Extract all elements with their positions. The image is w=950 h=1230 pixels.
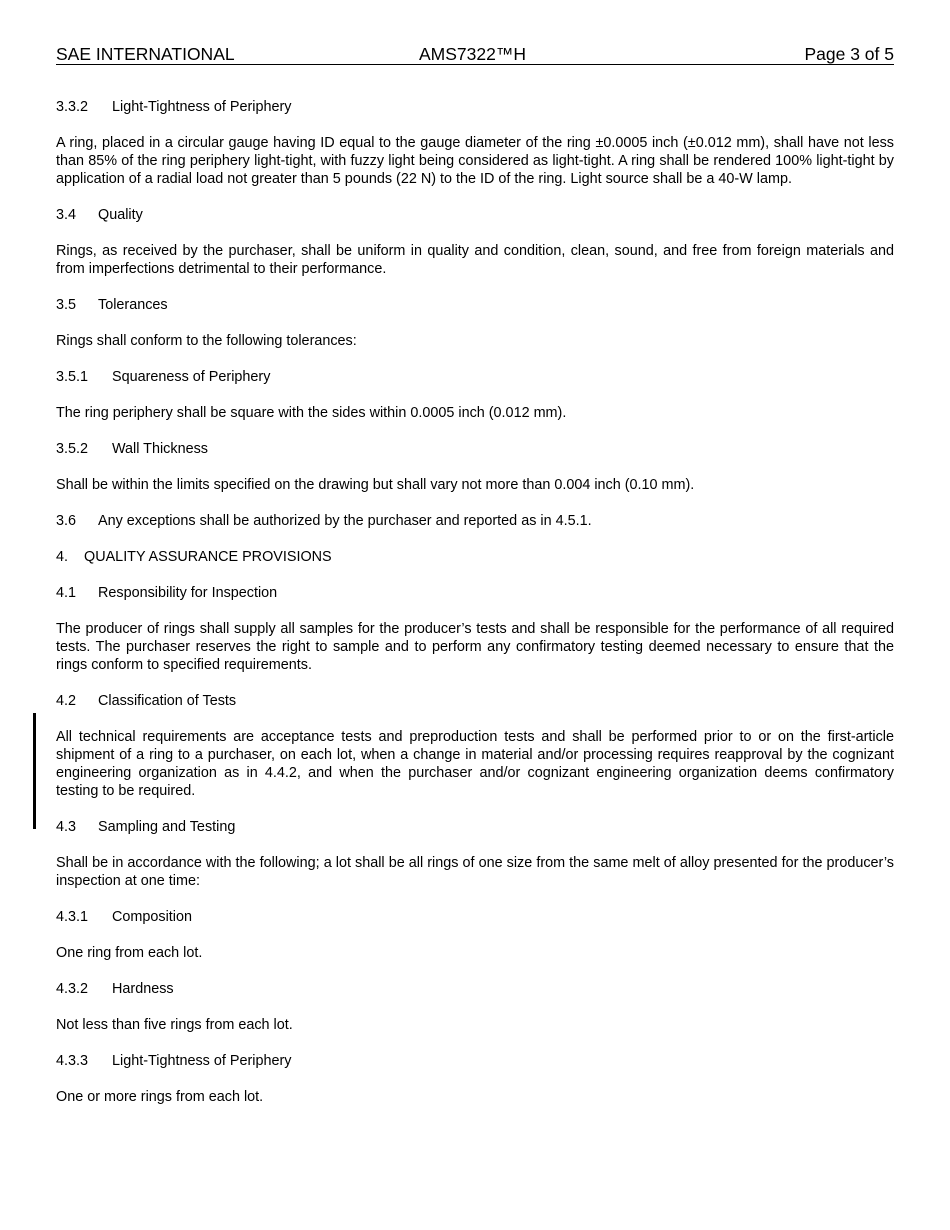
section-number: 3.3.2 xyxy=(56,99,89,115)
paragraph-4-1: The producer of rings shall supply all samples for the producer’s tests and shall be responsible for the performance of all required tests. The purchaser reserves the right to sample and to perform any confirmatory testing deemed necessary to ensure that the rings conform to specified requirements. xyxy=(56,621,894,673)
heading-3-5 xyxy=(56,296,894,314)
paragraph-4-2: All technical requirements are acceptance tests and preproduction tests and shall be performed prior to or on the first-article shipment of a ring to a purchaser, on each lot, when a change in material and/or processing requires reapproval by the cognizant engineering organization as in 4.4.2, and when the purchaser and/or cognizant engineering organization deems confirmatory testing to be required. xyxy=(56,729,894,799)
section-number: 4. xyxy=(56,549,69,565)
heading-4-3-1 xyxy=(56,908,894,926)
paragraph-3-5: Rings shall conform to the following tolerances: xyxy=(56,333,357,349)
section-title: Composition xyxy=(112,909,192,925)
paragraph-3-3-2: A ring, placed in a circular gauge having ID equal to the gauge diameter of the ring ±0.0005 inch (±0.012 mm), shall have not less than 85% of the ring periphery light-tight, with fuzzy light being considered as light-tight. A ring shall be rendered 100% light-tight by application of a radial load not greater than 5 pounds (22 N) to the ID of the ring. Light source shall be a 40-W lamp. xyxy=(56,135,894,187)
header-document-number: AMS7322™H xyxy=(419,44,526,64)
heading-3-5-2 xyxy=(56,440,894,458)
section-title: Responsibility for Inspection xyxy=(98,585,278,601)
section-title: Quality xyxy=(98,207,143,223)
section-text: Any exceptions shall be authorized by the purchaser and reported as in 4.5.1. xyxy=(98,513,592,529)
heading-4-3-3 xyxy=(56,1052,894,1070)
section-number: 4.3.3 xyxy=(56,1053,89,1069)
section-title: Sampling and Testing xyxy=(98,819,236,835)
section-title: Light-Tightness of Periphery xyxy=(112,99,292,115)
section-title: Classification of Tests xyxy=(98,693,237,709)
section-number: 3.5 xyxy=(56,297,77,313)
section-title: QUALITY ASSURANCE PROVISIONS xyxy=(84,549,332,565)
header-page-number: Page 3 of 5 xyxy=(804,44,894,64)
page-header xyxy=(56,44,894,65)
paragraph-4-3: Shall be in accordance with the following; a lot shall be all rings of one size from the same melt of alloy presented for the producer’s inspection at one time: xyxy=(56,855,894,889)
section-title: Light-Tightness of Periphery xyxy=(112,1053,292,1069)
heading-3-3-2 xyxy=(56,98,894,116)
heading-4-3-2 xyxy=(56,980,894,998)
section-number: 3.5.1 xyxy=(56,369,89,385)
heading-4-3 xyxy=(56,818,894,836)
heading-4-2 xyxy=(56,692,894,710)
section-title: Tolerances xyxy=(98,297,168,313)
heading-4 xyxy=(56,548,894,566)
section-number: 3.6 xyxy=(56,513,77,529)
revision-change-bar xyxy=(33,713,36,829)
paragraph-4-3-1: One ring from each lot. xyxy=(56,945,203,961)
heading-4-1 xyxy=(56,584,894,602)
paragraph-3-6 xyxy=(56,512,894,530)
section-number: 4.3.2 xyxy=(56,981,89,997)
section-number: 3.5.2 xyxy=(56,441,89,457)
section-number: 4.2 xyxy=(56,693,77,709)
paragraph-4-3-2: Not less than five rings from each lot. xyxy=(56,1017,293,1033)
paragraph-4-3-3: One or more rings from each lot. xyxy=(56,1089,264,1105)
section-title: Hardness xyxy=(112,981,174,997)
section-title: Squareness of Periphery xyxy=(112,369,271,385)
heading-3-4 xyxy=(56,206,894,224)
paragraph-3-5-1: The ring periphery shall be square with the sides within 0.0005 inch (0.012 mm). xyxy=(56,405,567,421)
section-title: Wall Thickness xyxy=(112,441,208,457)
paragraph-3-4: Rings, as received by the purchaser, shall be uniform in quality and condition, clean, sound, and free from foreign materials and from imperfections detrimental to their performance. xyxy=(56,243,894,277)
heading-3-5-1 xyxy=(56,368,894,386)
paragraph-3-5-2: Shall be within the limits specified on the drawing but shall vary not more than 0.004 inch (0.10 mm). xyxy=(56,477,695,493)
section-number: 4.1 xyxy=(56,585,77,601)
header-organization: SAE INTERNATIONAL xyxy=(56,44,235,64)
section-number: 3.4 xyxy=(56,207,77,223)
document-body xyxy=(56,98,894,1124)
section-number: 4.3 xyxy=(56,819,77,835)
section-number: 4.3.1 xyxy=(56,909,89,925)
